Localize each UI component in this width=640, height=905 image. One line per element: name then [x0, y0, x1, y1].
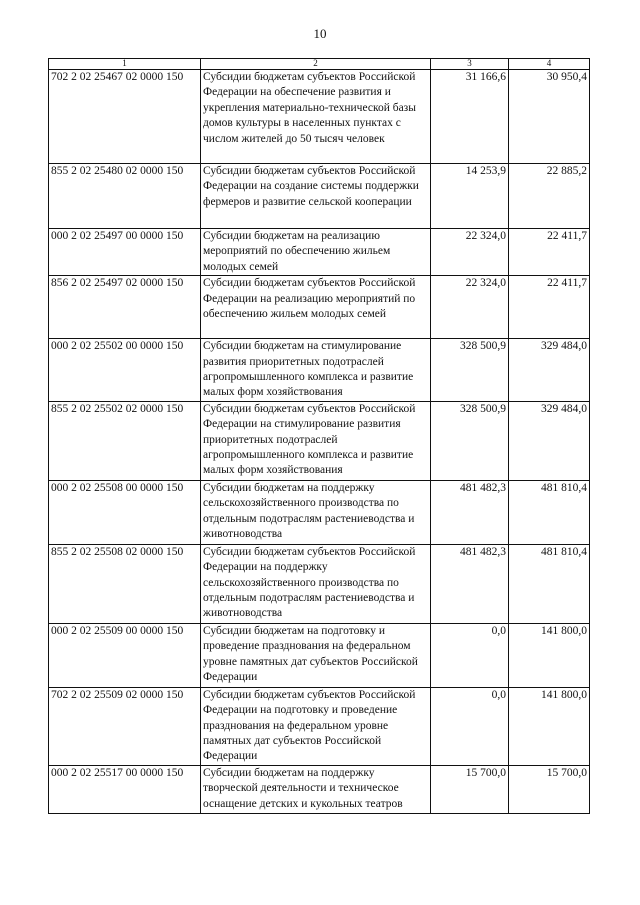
column-header-2: 2 [201, 59, 431, 70]
value-col-3: 15 700,0 [431, 765, 509, 813]
value-col-4: 22 411,7 [509, 276, 590, 339]
budget-code: 000 2 02 25509 00 0000 150 [49, 623, 201, 687]
table-row [49, 339, 590, 402]
value-col-4: 141 800,0 [509, 623, 590, 687]
description: Субсидии бюджетам на реализацию мероприятий по обеспечению жильем молодых семей [201, 229, 431, 276]
description: Субсидии бюджетам на подготовку и проведение празднования на федеральном уровне памятных дат субъектов Российской Федерации [201, 623, 431, 687]
value-col-4: 22 411,7 [509, 229, 590, 276]
value-col-3: 0,0 [431, 623, 509, 687]
value-col-4: 141 800,0 [509, 687, 590, 765]
budget-code: 855 2 02 25480 02 0000 150 [49, 164, 201, 229]
value-col-3: 328 500,9 [431, 339, 509, 402]
page-number: 10 [313, 26, 327, 41]
value-col-4: 481 810,4 [509, 544, 590, 623]
value-col-4: 329 484,0 [509, 401, 590, 480]
value-col-4: 329 484,0 [509, 339, 590, 402]
value-col-4: 30 950,4 [509, 70, 590, 164]
value-col-3: 481 482,3 [431, 544, 509, 623]
table-row [49, 229, 590, 276]
value-col-3: 0,0 [431, 687, 509, 765]
column-header-1: 1 [49, 59, 201, 70]
description: Субсидии бюджетам субъектов Российской Федерации на обеспечение развития и укрепления материально-технической базы домов культуры в населенных пунктах с числом жителей до 50 тысяч человек [201, 70, 431, 164]
table-row [49, 623, 590, 687]
column-header-3: 3 [431, 59, 509, 70]
budget-code: 855 2 02 25502 02 0000 150 [49, 401, 201, 480]
description: Субсидии бюджетам субъектов Российской Федерации на стимулирование развития приоритетных подотраслей агропромышленного комплекса и развитие малых форм хозяйствования [201, 401, 431, 480]
value-col-3: 14 253,9 [431, 164, 509, 229]
table-header-row [49, 59, 590, 70]
value-col-3: 328 500,9 [431, 401, 509, 480]
column-header-4: 4 [509, 59, 590, 70]
budget-code: 000 2 02 25517 00 0000 150 [49, 765, 201, 813]
value-col-3: 31 166,6 [431, 70, 509, 164]
value-col-3: 22 324,0 [431, 276, 509, 339]
budget-code: 000 2 02 25497 00 0000 150 [49, 229, 201, 276]
description: Субсидии бюджетам субъектов Российской Федерации на реализацию мероприятий по обеспечению жильем молодых семей [201, 276, 431, 339]
description: Субсидии бюджетам субъектов Российской Федерации на создание системы поддержки фермеров и развитие сельской кооперации [201, 164, 431, 229]
budget-code: 000 2 02 25502 00 0000 150 [49, 339, 201, 402]
budget-code: 000 2 02 25508 00 0000 150 [49, 480, 201, 544]
budget-code: 855 2 02 25508 02 0000 150 [49, 544, 201, 623]
table-row [49, 401, 590, 480]
description: Субсидии бюджетам на стимулирование развития приоритетных подотраслей агропромышленного комплекса и развитие малых форм хозяйствования [201, 339, 431, 402]
table-row [49, 276, 590, 339]
budget-code: 702 2 02 25509 02 0000 150 [49, 687, 201, 765]
table-row [49, 164, 590, 229]
description: Субсидии бюджетам субъектов Российской Федерации на подготовку и проведение празднования на федеральном уровне памятных дат субъектов Российской Федерации [201, 687, 431, 765]
value-col-3: 481 482,3 [431, 480, 509, 544]
budget-code: 856 2 02 25497 02 0000 150 [49, 276, 201, 339]
value-col-4: 22 885,2 [509, 164, 590, 229]
table-row [49, 70, 590, 164]
value-col-3: 22 324,0 [431, 229, 509, 276]
budget-code: 702 2 02 25467 02 0000 150 [49, 70, 201, 164]
table-row [49, 765, 590, 813]
table-row [49, 687, 590, 765]
description: Субсидии бюджетам субъектов Российской Федерации на поддержку сельскохозяйственного производства по отдельным подотраслям растениеводства и животноводства [201, 544, 431, 623]
budget-table [48, 58, 590, 814]
table-row [49, 544, 590, 623]
value-col-4: 15 700,0 [509, 765, 590, 813]
description: Субсидии бюджетам на поддержку сельскохозяйственного производства по отдельным подотраслям растениеводства и животноводства [201, 480, 431, 544]
value-col-4: 481 810,4 [509, 480, 590, 544]
table-row [49, 480, 590, 544]
description: Субсидии бюджетам на поддержку творческой деятельности и техническое оснащение детских и кукольных театров [201, 765, 431, 813]
